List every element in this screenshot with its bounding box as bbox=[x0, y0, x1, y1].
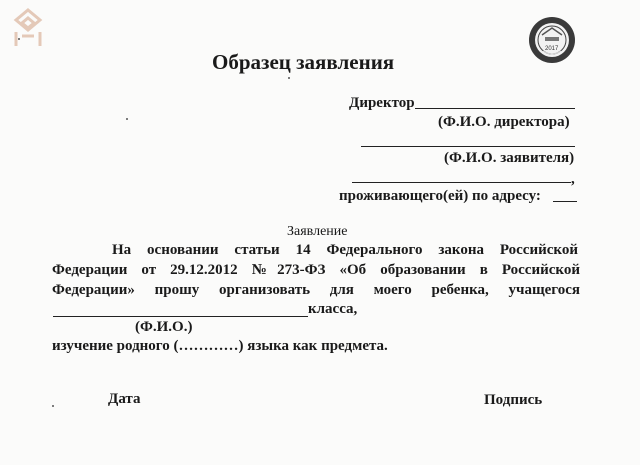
director-caption: (Ф.И.О. директора) bbox=[438, 114, 570, 130]
body-line-5: изучение родного (…………) языка как предмета. bbox=[52, 338, 388, 354]
student-name-line bbox=[53, 316, 308, 317]
seal-emblem-icon bbox=[527, 15, 577, 70]
scan-speck bbox=[18, 38, 20, 40]
body-line-3: Федерации» прошу организовать для моего ребенка, учащегося bbox=[52, 282, 580, 298]
director-label: Директор bbox=[349, 95, 415, 111]
date-label: Дата bbox=[108, 391, 141, 407]
body-line-1: На основании статьи 14 Федерального закона Российской bbox=[112, 242, 578, 258]
fio-caption: (Ф.И.О.) bbox=[135, 319, 193, 335]
scan-speck bbox=[52, 405, 54, 407]
director-name-line bbox=[415, 108, 575, 109]
scan-speck bbox=[288, 77, 290, 79]
page-title: Образец заявления bbox=[212, 50, 395, 74]
applicant-name-line bbox=[361, 146, 575, 147]
address-caption: проживающего(ей) по адресу: bbox=[339, 188, 541, 204]
body-line-2: Федерации от 29.12.2012 №273-ФЗ «Об образовании в Российской bbox=[52, 262, 580, 278]
ornament-logo-icon bbox=[8, 6, 48, 55]
address-line bbox=[352, 182, 571, 183]
seal-year: 2017 bbox=[545, 46, 559, 52]
scan-speck bbox=[126, 118, 128, 120]
applicant-caption: (Ф.И.О. заявителя) bbox=[444, 150, 575, 166]
class-label: класса, bbox=[308, 301, 358, 317]
address-comma: , bbox=[571, 171, 575, 187]
statement-heading: Заявление bbox=[287, 224, 348, 239]
address-tail-line bbox=[553, 201, 577, 202]
signature-label: Подпись bbox=[484, 392, 543, 408]
